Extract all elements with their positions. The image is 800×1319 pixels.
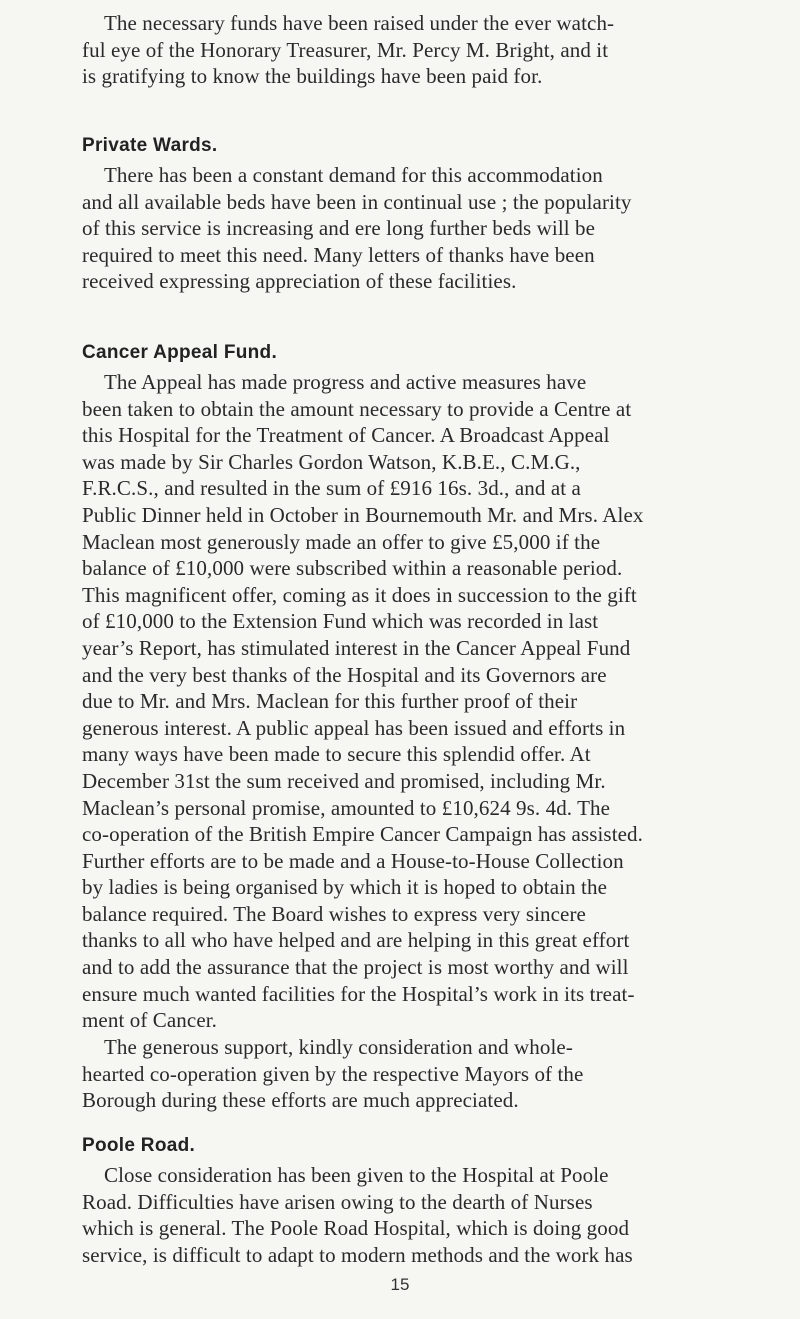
- text-line: and all available beds have been in continual use ; the popularity: [82, 189, 632, 214]
- text-line: balance of £10,000 were subscribed within a reasonable period.: [82, 556, 623, 581]
- text-line: received expressing appreciation of these facilities.: [82, 269, 517, 294]
- text-line: is gratifying to know the buildings have been paid for.: [82, 64, 543, 89]
- text-line: Public Dinner held in October in Bournemouth Mr. and Mrs. Alex: [82, 502, 644, 527]
- text-line: Road. Difficulties have arisen owing to the dearth of Nurses: [82, 1189, 593, 1214]
- text-line: F.R.C.S., and resulted in the sum of £916 16s. 3d., and at a: [82, 476, 581, 501]
- cancer-appeal-paragraph-1: [82, 369, 742, 1034]
- text-line: ment of Cancer.: [82, 1008, 218, 1033]
- text-line: balance required. The Board wishes to express very sincere: [82, 901, 586, 926]
- text-line: Further efforts are to be made and a House-to-House Collection: [82, 848, 624, 873]
- section-heading-private-wards: Private Wards.: [82, 135, 218, 156]
- text-line: Borough during these efforts are much appreciated.: [82, 1088, 519, 1113]
- text-line: many ways have been made to secure this splendid offer. At: [82, 742, 591, 767]
- text-line: This magnificent offer, coming as it does in succession to the gift: [82, 582, 637, 607]
- intro-paragraph: [82, 10, 742, 90]
- text-line: which is general. The Poole Road Hospital, which is doing good: [82, 1216, 630, 1241]
- text-line: of this service is increasing and ere long further beds will be: [82, 216, 596, 241]
- text-line: hearted co-operation given by the respective Mayors of the: [82, 1061, 584, 1086]
- text-line: been taken to obtain the amount necessary to provide a Centre at: [82, 396, 632, 421]
- text-line: co-operation of the British Empire Cancer Campaign has assisted.: [82, 822, 644, 847]
- text-line: Maclean’s personal promise, amounted to £10,624 9s. 4d. The: [82, 795, 611, 820]
- text-line: and the very best thanks of the Hospital and its Governors are: [82, 662, 607, 687]
- text-line: generous interest. A public appeal has been issued and efforts in: [82, 715, 626, 740]
- text-line: due to Mr. and Mrs. Maclean for this further proof of their: [82, 689, 578, 714]
- text-line: Close consideration has been given to the Hospital at Poole: [104, 1163, 609, 1187]
- text-line: was made by Sir Charles Gordon Watson, K.B.E., C.M.G.,: [82, 449, 581, 474]
- private-wards-paragraph: [82, 162, 742, 295]
- text-line: this Hospital for the Treatment of Cancer. A Broadcast Appeal: [82, 423, 610, 448]
- text-line: ensure much wanted facilities for the Hospital’s work in its treat-: [82, 981, 635, 1006]
- cancer-appeal-paragraph-2: [82, 1034, 742, 1114]
- text-line: The generous support, kindly consideration and whole-: [104, 1035, 573, 1059]
- section-heading-poole-road: Poole Road.: [82, 1135, 196, 1156]
- text-line: and to add the assurance that the project is most worthy and will: [82, 955, 629, 980]
- text-line: Maclean most generously made an offer to give £5,000 if the: [82, 529, 601, 554]
- text-line: thanks to all who have helped and are helping in this great effort: [82, 928, 630, 953]
- text-line: December 31st the sum received and promised, including Mr.: [82, 768, 606, 793]
- text-line: The necessary funds have been raised under the ever watch-: [104, 11, 615, 35]
- text-line: of £10,000 to the Extension Fund which was recorded in last: [82, 609, 599, 634]
- poole-road-paragraph: [82, 1162, 742, 1268]
- text-line: year’s Report, has stimulated interest in the Cancer Appeal Fund: [82, 635, 631, 660]
- text-line: service, is difficult to adapt to modern methods and the work has: [82, 1242, 633, 1267]
- text-line: There has been a constant demand for this accommodation: [104, 163, 603, 187]
- text-line: The Appeal has made progress and active measures have: [104, 370, 587, 394]
- text-line: required to meet this need. Many letters of thanks have been: [82, 242, 595, 267]
- page-number: 15: [390, 1275, 410, 1294]
- section-heading-cancer-appeal: Cancer Appeal Fund.: [82, 342, 278, 363]
- text-line: by ladies is being organised by which it is hoped to obtain the: [82, 875, 608, 900]
- text-line: ful eye of the Honorary Treasurer, Mr. Percy M. Bright, and it: [82, 37, 609, 62]
